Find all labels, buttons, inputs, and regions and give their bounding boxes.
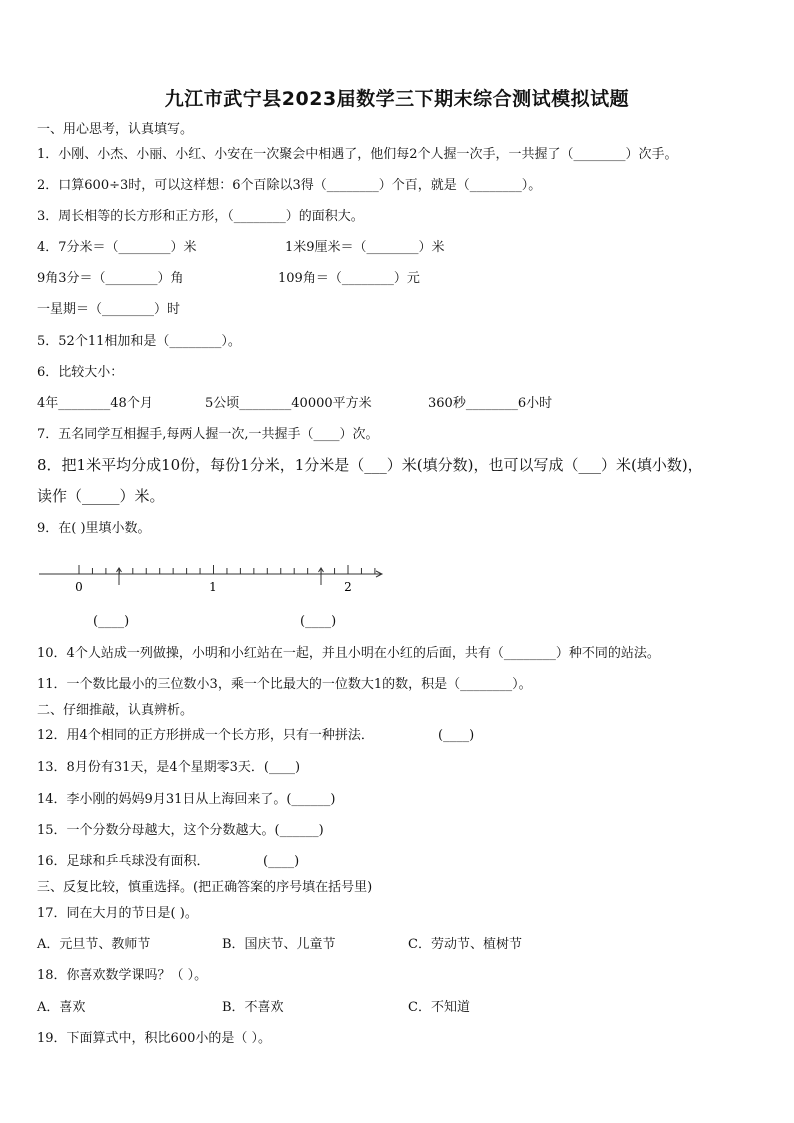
- question-9-blank-left[interactable]: (____): [93, 614, 130, 629]
- question-18-option-b[interactable]: B．不喜欢: [222, 1000, 284, 1015]
- question-1: 1．小刚、小杰、小丽、小红、小安在一次聚会中相遇了，他们每2个人握一次手，一共握了（________）次手。: [37, 147, 678, 162]
- question-17-option-c[interactable]: C．劳动节、植树节: [408, 937, 522, 952]
- question-16-blank[interactable]: (____): [263, 854, 300, 869]
- question-8-line1: 8．把1米平均分成10份，每份1分米，1分米是（___）米(填分数)，也可以写成（___）米(填小数)，: [37, 456, 703, 474]
- question-6b: 5公顷________40000平方米: [205, 396, 372, 411]
- question-17-option-b[interactable]: B．国庆节、儿童节: [222, 937, 336, 952]
- number-line-ticks: [79, 565, 375, 574]
- question-16: 16．足球和乒乓球没有面积．: [37, 854, 210, 869]
- question-4c: 9角3分＝（________）角: [37, 271, 184, 286]
- tick-label-0: 0: [75, 580, 83, 594]
- question-18-option-a[interactable]: A．喜欢: [37, 1000, 86, 1015]
- question-11: 11．一个数比最小的三位数小3，乘一个比最大的一位数大1的数，积是（________）。: [37, 677, 532, 692]
- section-1-heading: 一、用心思考，认真填写。: [37, 122, 194, 137]
- tick-label-2: 2: [344, 580, 352, 594]
- question-5: 5．52个11相加和是（________）。: [37, 334, 241, 349]
- number-line: [37, 555, 397, 599]
- question-6a: 4年________48个月: [37, 396, 153, 411]
- question-18-option-c[interactable]: C．不知道: [408, 1000, 470, 1015]
- question-13: 13．8月份有31天，是4个星期零3天．(____): [37, 760, 301, 775]
- question-8-line2: 读作（_____）米。: [37, 487, 165, 505]
- section-3-heading: 三、反复比较，慎重选择。(把正确答案的序号填在括号里): [37, 880, 373, 895]
- question-9-blank-right[interactable]: (____): [300, 614, 337, 629]
- question-6-head: 6．比较大小：: [37, 365, 124, 380]
- number-line-svg: [37, 555, 397, 595]
- tick-label-1: 1: [209, 580, 217, 594]
- question-19: 19．下面算式中，积比600小的是（ ）。: [37, 1031, 271, 1046]
- question-17-option-a[interactable]: A．元旦节、教师节: [37, 937, 151, 952]
- section-2-heading: 二、仔细推敲，认真辨析。: [37, 703, 194, 718]
- question-9: 9．在( )里填小数。: [37, 521, 151, 536]
- question-12: 12．用4个相同的正方形拼成一个长方形，只有一种拼法．: [37, 728, 374, 743]
- question-4a: 4．7分米＝（________）米: [37, 240, 197, 255]
- question-15: 15．一个分数分母越大，这个分数越大。(______): [37, 823, 324, 838]
- question-14: 14．李小刚的妈妈9月31日从上海回来了。(______): [37, 792, 336, 807]
- question-4d: 109角＝（________）元: [278, 271, 420, 286]
- question-17: 17．同在大月的节日是( )。: [37, 906, 198, 921]
- question-10: 10．4个人站成一列做操，小明和小红站在一起，并且小明在小红的后面，共有（________）种不同的站法。: [37, 646, 660, 661]
- question-4b: 1米9厘米＝（________）米: [285, 240, 445, 255]
- question-4e: 一星期＝（________）时: [37, 302, 181, 317]
- question-3: 3．周长相等的长方形和正方形，（________）的面积大。: [37, 209, 364, 224]
- document-title: 九江市武宁县2023届数学三下期末综合测试模拟试题: [164, 88, 630, 110]
- question-18: 18．你喜欢数学课吗？（ ）。: [37, 968, 208, 983]
- question-12-blank[interactable]: (____): [438, 728, 475, 743]
- question-6c: 360秒________6小时: [428, 396, 553, 411]
- question-7: 7．五名同学互相握手,每两人握一次,一共握手（____）次。: [37, 427, 379, 442]
- question-2: 2．口算600÷3时，可以这样想：6个百除以3得（________）个百，就是（________）。: [37, 178, 542, 193]
